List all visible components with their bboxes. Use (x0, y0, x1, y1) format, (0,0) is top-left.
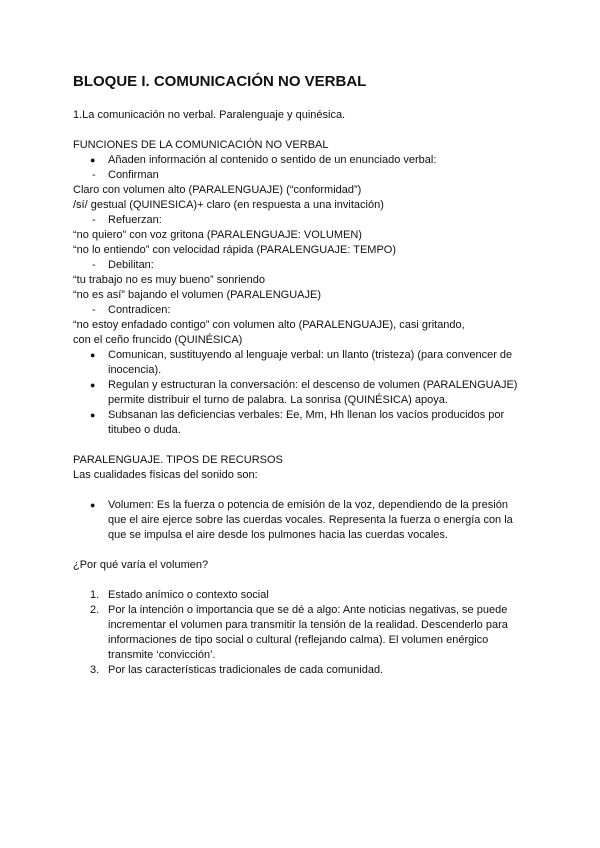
dash-icon: - (92, 259, 96, 271)
example-line: con el ceño fruncido (QUINÉSICA) (73, 334, 243, 346)
sublist-label-debilitan: Debilitan: (108, 259, 154, 271)
numbered-item-continuation: informaciones de tipo social o cultural (reflejando calma). El volumen enérgico (108, 634, 489, 646)
section-heading-funciones: FUNCIONES DE LA COMUNICACIÓN NO VERBAL (73, 139, 329, 151)
page-title: BLOQUE I. COMUNICACIÓN NO VERBAL (73, 73, 367, 90)
example-line: “no quiero” con voz gritona (PARALENGUAJE: VOLUMEN) (73, 229, 362, 241)
example-line: Claro con volumen alto (PARALENGUAJE) (“conformidad”) (73, 184, 362, 196)
question-heading: ¿Por qué varía el volumen? (73, 559, 209, 571)
numbered-item: Por la intención o importancia que se dé a algo: Ante noticias negativas, se puede (108, 604, 508, 616)
sublist-label-confirman: Confirman (108, 169, 159, 181)
numbered-item-continuation: transmite ‘convicción’. (108, 649, 216, 661)
list-item-continuation: permite distribuir el turno de palabra. La sonrisa (QUINÉSICA) apoya. (108, 394, 448, 406)
sublist-label-refuerzan: Refuerzan: (108, 214, 162, 226)
example-line: “no lo entiendo” con velocidad rápida (PARALENGUAJE: TEMPO) (73, 244, 397, 256)
dash-icon: - (92, 214, 96, 226)
dash-icon: - (92, 169, 96, 181)
list-number: 3. (90, 664, 100, 676)
sublist-label-contradicen: Contradicen: (108, 304, 171, 316)
list-item: Comunican, sustituyendo al lenguaje verbal: un llanto (tristeza) (para convencer de (108, 349, 513, 361)
list-item: Volumen: Es la fuerza o potencia de emisión de la voz, dependiendo de la presión (108, 499, 508, 511)
subtitle: 1.La comunicación no verbal. Paralenguaje y quinésica. (73, 109, 346, 121)
example-line: “tu trabajo no es muy bueno” sonriendo (73, 274, 266, 286)
bullet-icon: ● (90, 410, 96, 420)
list-item: Subsanan las deficiencias verbales: Ee, Mm, Hh llenan los vacíos producidos por (108, 409, 505, 421)
numbered-item: Por las características tradicionales de cada comunidad. (108, 664, 384, 676)
bullet-icon: ● (90, 380, 96, 390)
bullet-icon: ● (90, 500, 96, 510)
bullet-icon: ● (90, 155, 96, 165)
section-intro: Las cualidades físicas del sonido son: (73, 469, 258, 481)
list-item-continuation: que el aire ejerce sobre las cuerdas vocales. Representa la fuerza o energía con la (108, 514, 513, 526)
list-item: Añaden información al contenido o sentido de un enunciado verbal: (108, 154, 437, 166)
dash-icon: - (92, 304, 96, 316)
list-number: 2. (90, 604, 100, 616)
list-item-continuation: inocencia). (108, 364, 162, 376)
numbered-item: Estado anímico o contexto social (108, 589, 269, 601)
list-number: 1. (90, 589, 100, 601)
numbered-item-continuation: incrementar el volumen para transmitir la tensión de la realidad. Descenderlo para (108, 619, 508, 631)
example-line: /sí/ gestual (QUINESICA)+ claro (en respuesta a una invitación) (73, 199, 384, 211)
example-line: “no es así” bajando el volumen (PARALENGUAJE) (73, 289, 322, 301)
list-item: Regulan y estructuran la conversación: el descenso de volumen (PARALENGUAJE) (108, 379, 518, 391)
list-item-continuation: que se impulsa el aire desde los pulmones hacia las cuerdas vocales. (108, 529, 448, 541)
section-heading-paralenguaje: PARALENGUAJE. TIPOS DE RECURSOS (73, 454, 283, 466)
example-line: “no estoy enfadado contigo” con volumen alto (PARALENGUAJE), casi gritando, (73, 319, 465, 331)
list-item-continuation: titubeo o duda. (108, 424, 181, 436)
bullet-icon: ● (90, 350, 96, 360)
